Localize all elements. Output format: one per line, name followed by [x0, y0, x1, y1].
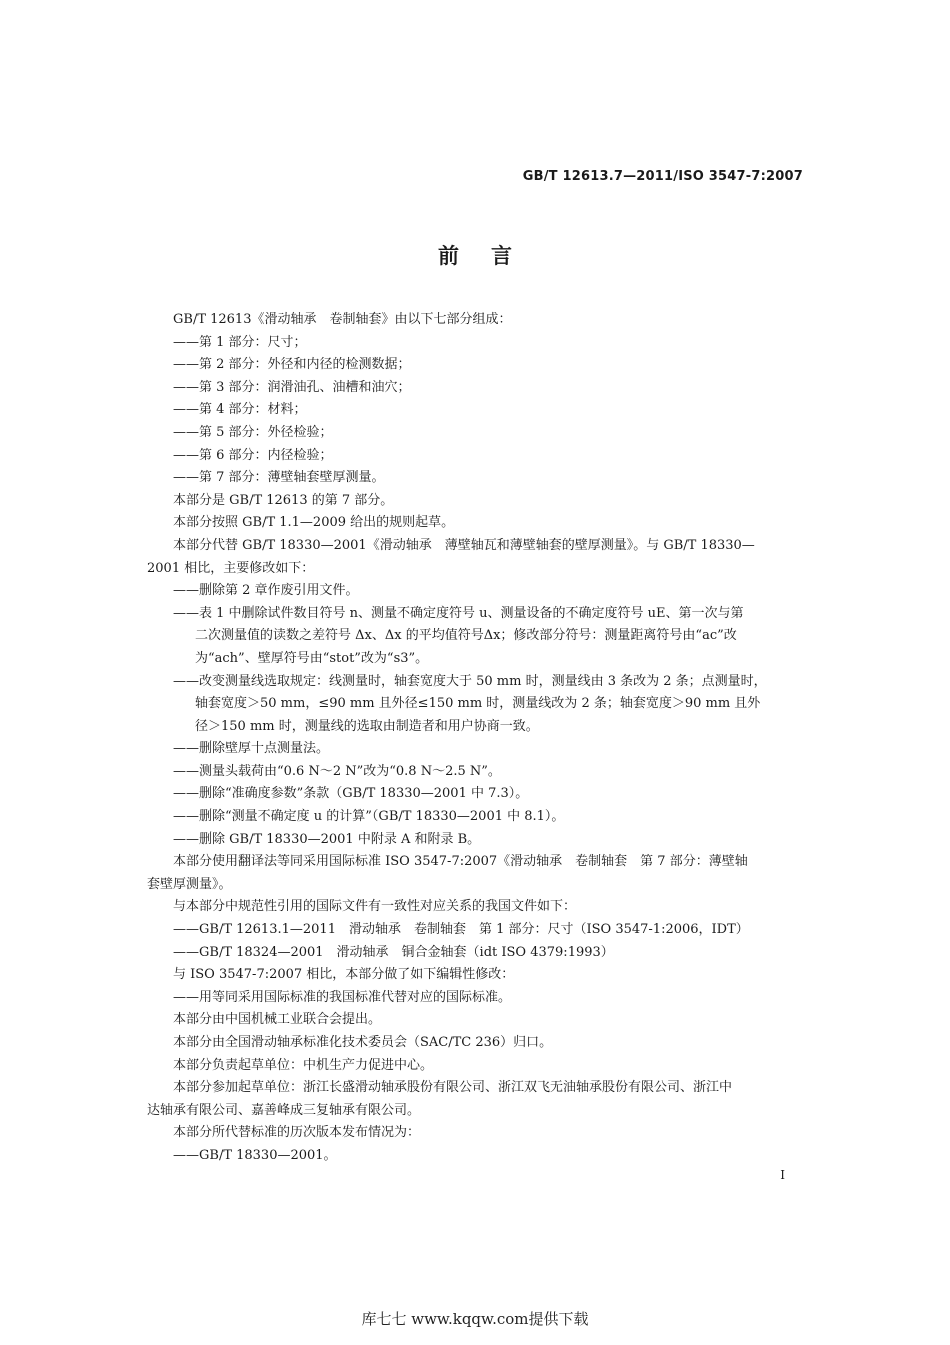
paragraph: 达轴承有限公司、嘉善峰成三复轴承有限公司。 — [147, 1102, 421, 1118]
paragraph: 径＞150 mm 时，测量线的选取由制造者和用户协商一致。 — [195, 718, 539, 734]
paragraph: ——表 1 中删除试件数目符号 n、测量不确定度符号 u、测量设备的不确定度符号 uE、第一次与第 — [173, 605, 744, 621]
paragraph: ——第 5 部分：外径检验； — [173, 424, 333, 440]
paragraph: 本部分参加起草单位：浙江长盛滑动轴承股份有限公司、浙江双飞无油轴承股份有限公司、浙江中 — [173, 1080, 733, 1096]
paragraph: ——改变测量线选取规定：线测量时，轴套宽度大于 50 mm 时，测量线由 3 条改为 2 条；点测量时， — [173, 673, 767, 689]
paragraph: GB/T 12613《滑动轴承 卷制轴套》由以下七部分组成： — [173, 312, 512, 327]
page-title: 前言 — [438, 244, 544, 268]
paragraph: ——测量头载荷由“0.6 N～2 N”改为“0.8 N～2.5 N”。 — [173, 763, 501, 779]
paragraph: 轴套宽度＞50 mm，≤90 mm 且外径≤150 mm 时，测量线改为 2 条；轴套宽度＞90 mm 且外 — [195, 696, 761, 712]
paragraph: 本部分由全国滑动轴承标准化技术委员会（SAC/TC 236）归口。 — [173, 1035, 553, 1050]
paragraph: 二次测量值的读数之差符号 Δx、Δx 的平均值符号Δx；修改部分符号：测量距离符号由“ac”改 — [195, 628, 737, 644]
paragraph: ——删除壁厚十点测量法。 — [173, 741, 330, 757]
download-footer: 库七七 www.kqqw.com提供下载 — [361, 1310, 589, 1328]
paragraph: ——第 6 部分：内径检验； — [173, 447, 333, 463]
paragraph: ——GB/T 18324—2001 滑动轴承 铜合金轴套（idt ISO 4379:1993） — [173, 944, 614, 960]
paragraph: ——删除“准确度参数”条款（GB/T 18330—2001 中 7.3）。 — [173, 786, 529, 802]
paragraph: ——GB/T 18330—2001。 — [173, 1147, 337, 1163]
paragraph: ——GB/T 12613.1—2011 滑动轴承 卷制轴套 第 1 部分：尺寸（ISO 3547-1:2006，IDT） — [173, 922, 749, 938]
foreword-body — [147, 309, 803, 1168]
paragraph: ——删除 GB/T 18330—2001 中附录 A 和附录 B。 — [173, 831, 481, 847]
paragraph: ——用等同采用国际标准的我国标准代替对应的国际标准。 — [173, 989, 512, 1005]
paragraph: ——第 1 部分：尺寸； — [173, 334, 307, 350]
paragraph: 本部分代替 GB/T 18330—2001《滑动轴承 薄壁轴瓦和薄壁轴套的壁厚测量》。与 GB/T 18330— — [173, 537, 755, 553]
paragraph: ——第 2 部分：外径和内径的检测数据； — [173, 357, 411, 373]
paragraph: 本部分是 GB/T 12613 的第 7 部分。 — [173, 492, 394, 508]
paragraph: ——删除第 2 章作废引用文件。 — [173, 583, 359, 599]
paragraph: 本部分负责起草单位：中机生产力促进中心。 — [173, 1057, 434, 1073]
paragraph: ——第 4 部分：材料； — [173, 402, 307, 418]
paragraph: ——第 7 部分：薄壁轴套壁厚测量。 — [173, 470, 385, 486]
paragraph: 本部分所代替标准的历次版本发布情况为： — [173, 1125, 421, 1141]
paragraph: ——删除“测量不确定度 u 的计算”（GB/T 18330—2001 中 8.1）。 — [173, 809, 565, 825]
paragraph: 为“ach”、壁厚符号由“stot”改为“s3”。 — [195, 650, 429, 666]
paragraph: 本部分按照 GB/T 1.1—2009 给出的规则起草。 — [173, 515, 455, 531]
standard-number: GB/T 12613.7—2011/ISO 3547-7:2007 — [522, 169, 803, 184]
paragraph: 与 ISO 3547-7:2007 相比，本部分做了如下编辑性修改： — [173, 967, 515, 983]
paragraph: 2001 相比，主要修改如下： — [147, 560, 315, 576]
paragraph: 套壁厚测量》。 — [147, 876, 232, 892]
paragraph: ——第 3 部分：润滑油孔、油槽和油穴； — [173, 379, 411, 395]
paragraph: 本部分由中国机械工业联合会提出。 — [173, 1012, 382, 1028]
paragraph: 本部分使用翻译法等同采用国际标准 ISO 3547-7:2007《滑动轴承 卷制轴套 第 7 部分：薄壁轴 — [173, 854, 748, 870]
paragraph: 与本部分中规范性引用的国际文件有一致性对应关系的我国文件如下： — [173, 899, 577, 915]
page-number: I — [780, 1168, 785, 1182]
